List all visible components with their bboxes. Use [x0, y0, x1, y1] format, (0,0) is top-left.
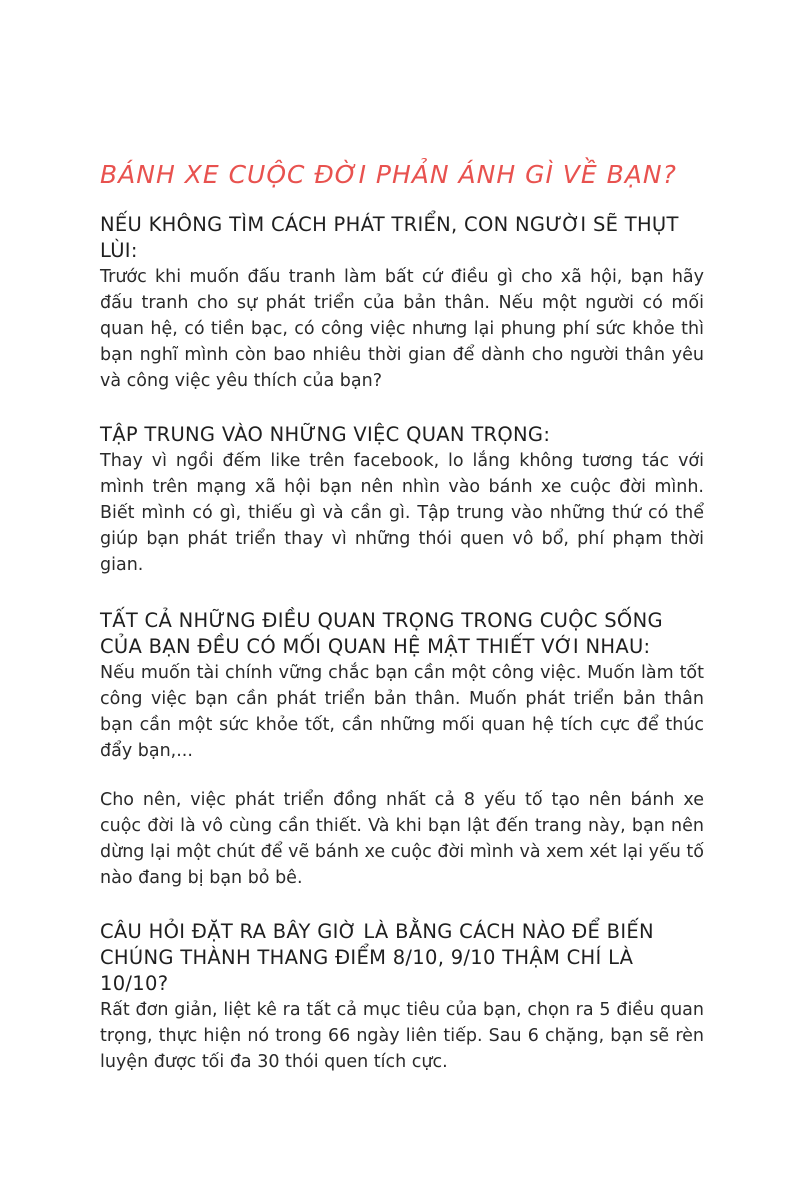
section-3 — [100, 608, 704, 764]
section-2 — [100, 422, 704, 578]
page-title: BÁNH XE CUỘC ĐỜI PHẢN ÁNH GÌ VỀ BẠN? — [100, 160, 677, 189]
section-2-heading: TẬP TRUNG VÀO NHỮNG VIỆC QUAN TRỌNG: — [100, 423, 551, 446]
section-4 — [100, 787, 704, 891]
section-5 — [100, 919, 704, 1075]
section-3-heading: TẤT CẢ NHỮNG ĐIỀU QUAN TRỌNG TRONG CUỘC SỐNG CỦA BẠN ĐỀU CÓ MỐI QUAN HỆ MẬT THIẾT VỚI NHAU: — [100, 609, 663, 658]
section-5-heading: CÂU HỎI ĐẶT RA BÂY GIỜ LÀ BẰNG CÁCH NÀO ĐỂ BIẾN CHÚNG THÀNH THANG ĐIỂM 8/10, 9/10 THẬM CHÍ LÀ 10/10? — [100, 920, 654, 995]
section-2-body: Thay vì ngồi đếm like trên facebook, lo lắng không tương tác với mình trên mạng xã hội bạn nên nhìn vào bánh xe cuộc đời mình. Biết mình có gì, thiếu gì và cần gì. Tập trung vào những thứ có thể giúp bạn phát triển thay vì những thói quen vô bổ, phí phạm thời gian. — [100, 451, 704, 575]
section-3-body: Nếu muốn tài chính vững chắc bạn cần một công việc. Muốn làm tốt công việc bạn cần phát triển bản thân. Muốn phát triển bản thân bạn cần một sức khỏe tốt, cần những mối quan hệ tích cực để thúc đẩy bạn,... — [100, 663, 704, 761]
section-1-heading: NẾU KHÔNG TÌM CÁCH PHÁT TRIỂN, CON NGƯỜI SẼ THỤT LÙI: — [100, 213, 679, 262]
section-5-body: Rất đơn giản, liệt kê ra tất cả mục tiêu của bạn, chọn ra 5 điều quan trọng, thực hiện nó trong 66 ngày liên tiếp. Sau 6 chặng, bạn sẽ rèn luyện được tối đa 30 thói quen tích cực. — [100, 1000, 704, 1072]
section-1-body: Trước khi muốn đấu tranh làm bất cứ điều gì cho xã hội, bạn hãy đấu tranh cho sự phát triển của bản thân. Nếu một người có mối quan hệ, có tiền bạc, có công việc nhưng lại phung phí sức khỏe thì bạn nghĩ mình còn bao nhiêu thời gian để dành cho người thân yêu và công việc yêu thích của bạn? — [100, 267, 704, 391]
section-1 — [100, 212, 704, 394]
page-content — [100, 212, 704, 1075]
section-4-body: Cho nên, việc phát triển đồng nhất cả 8 yếu tố tạo nên bánh xe cuộc đời là vô cùng cần thiết. Và khi bạn lật đến trang này, bạn nên dừng lại một chút để vẽ bánh xe cuộc đời mình và xem xét lại yếu tố nào đang bị bạn bỏ bê. — [100, 790, 704, 888]
